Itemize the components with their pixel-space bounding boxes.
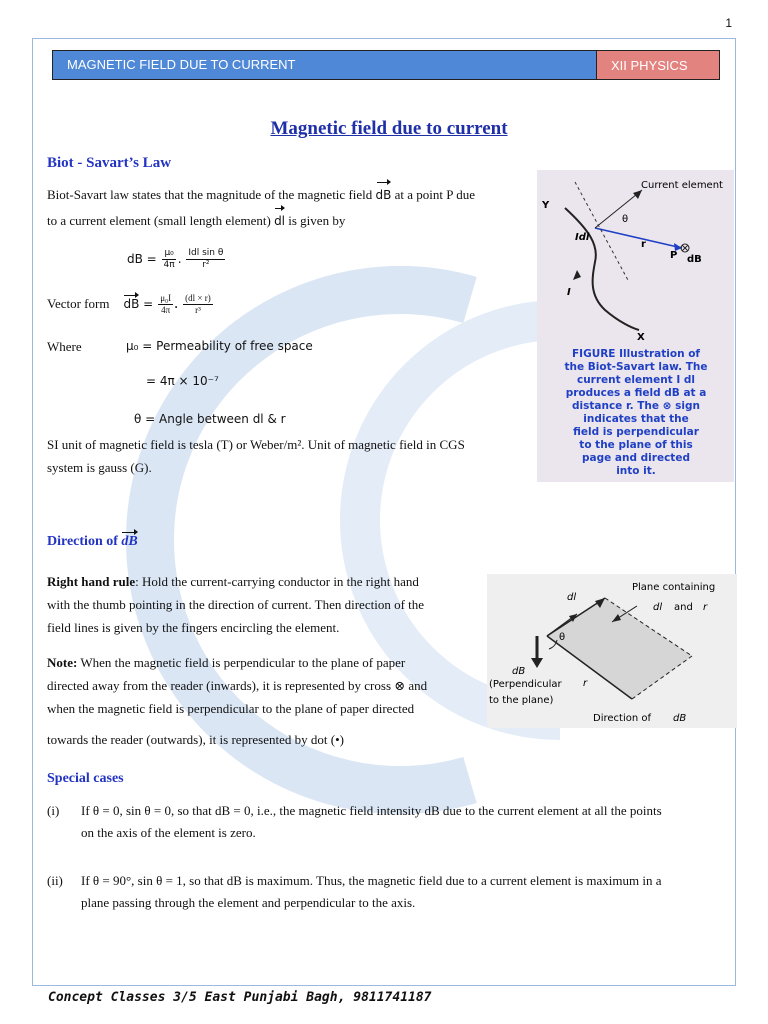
right-hand-rule-line-1: Right hand rule: Hold the current-carrying conductor in the right hand: [47, 574, 419, 589]
case-1-number: (i): [47, 803, 60, 818]
section-heading-biot-savart: Biot - Savart’s Law: [47, 155, 172, 171]
fig2-label-direction-db: dB: [673, 713, 687, 724]
figure1-caption: FIGURE Illustration of the Biot-Savart law. The current element I dl produces a field dB at a distance r. The ⊗ sign indicates that the field is perpendicular to the plane of this page and directed into it.: [564, 348, 708, 477]
document-title: Magnetic field due to current: [270, 118, 508, 139]
vector-db: dB: [376, 184, 392, 207]
fig2-label-direction: Direction of: [593, 713, 651, 724]
header-chapter-title: MAGNETIC FIELD DUE TO CURRENT: [53, 51, 597, 79]
fig1-label-current-element: Current element: [641, 180, 723, 191]
fig2-label-and: and: [674, 602, 693, 613]
where-label: Where: [47, 339, 82, 354]
right-hand-rule-line-3: field lines is given by the fingers encircling the element.: [47, 620, 340, 635]
section-heading-direction: Direction of dB: [47, 534, 138, 549]
permeability-definition: μ₀ = Permeability of free space: [126, 339, 313, 353]
case-2-line-2: plane passing through the element and perpendicular to the axis.: [81, 895, 416, 910]
case-2-number: (ii): [47, 873, 63, 888]
note-line-4: towards the reader (outwards), it is represented by dot (•): [47, 732, 344, 747]
header-subject: XII PHYSICS: [597, 51, 719, 79]
intro-line-2: to a current element (small length element) dl is given by: [47, 209, 527, 233]
case-1-line-1: If θ = 0, sin θ = 0, so that dB = 0, i.e., the magnetic field intensity dB due to the current element at all the points: [81, 803, 662, 818]
fig1-label-y: Y: [542, 200, 550, 211]
fig1-label-i: I: [567, 287, 571, 298]
biot-savart-diagram: [537, 170, 734, 350]
fig1-label-idl: Idl: [575, 232, 590, 243]
fig1-label-p: P: [670, 250, 678, 261]
fig2-label-plane: Plane containing: [632, 582, 716, 593]
fig2-label-dl: dl: [567, 592, 577, 603]
equation-vector-form: Vector form dB = $\frac{\text{μ₀I}}{4\pi}$ . $\frac{(dl \times r)}{\text{r³}}$: [47, 292, 211, 315]
note-line-3: when the magnetic field is perpendicular to the plane of paper directed: [47, 701, 415, 716]
figure-biot-savart: [537, 170, 734, 482]
theta-definition: θ = Angle between dl & r: [134, 412, 286, 426]
fig1-label-db: dB: [687, 254, 702, 265]
figure-direction-of-db: [487, 574, 737, 728]
permeability-value: = 4π × 10⁻⁷: [146, 374, 219, 388]
case-1-line-2: on the axis of the element is zero.: [81, 825, 256, 840]
si-unit-line-2: system is gauss (G).: [47, 460, 152, 475]
fig2-label-r-top: r: [703, 602, 708, 613]
equation-biot-savart: dB = $\frac{\text{μ₀}}{4\pi}$ . $\frac{\text{Idl sin θ}}{\text{r²}}$: [127, 248, 224, 270]
case-2-line-1: If θ = 90°, sin θ = 1, so that dB is maximum. Thus, the magnetic field due to a current element is maximum in a: [81, 873, 662, 888]
vector-dl: dl: [274, 210, 285, 233]
direction-diagram: [487, 574, 737, 728]
right-hand-rule-line-2: with the thumb pointing in the direction of current. Then direction of the: [47, 597, 425, 612]
section-heading-special-cases: Special cases: [47, 771, 124, 786]
fig1-label-theta: θ: [622, 214, 629, 225]
fig2-label-dl-top: dl: [653, 602, 663, 613]
fig2-label-to-plane: to the plane): [489, 695, 554, 706]
fig1-label-x: X: [637, 332, 645, 343]
fig2-label-db: dB: [512, 666, 526, 677]
footer-address: Concept Classes 3/5 East Punjabi Bagh, 9811741187: [48, 990, 432, 1005]
note-line-2: directed away from the reader (inwards), it is represented by cross ⊗ and: [47, 678, 428, 693]
si-unit-line-1: SI unit of magnetic field is tesla (T) or Weber/m². Unit of magnetic field in CGS: [47, 437, 465, 452]
page-number: 1: [725, 16, 732, 30]
intro-line-1: Biot-Savart law states that the magnitude of the magnetic field dB at a point P due: [47, 183, 527, 207]
note-line-1: Note: When the magnetic field is perpendicular to the plane of paper: [47, 655, 406, 670]
fig2-label-perpendicular: (Perpendicular: [489, 679, 562, 690]
fig2-label-theta: θ: [559, 632, 566, 643]
fig1-label-r: r: [641, 239, 646, 250]
fig2-label-r: r: [583, 678, 588, 689]
